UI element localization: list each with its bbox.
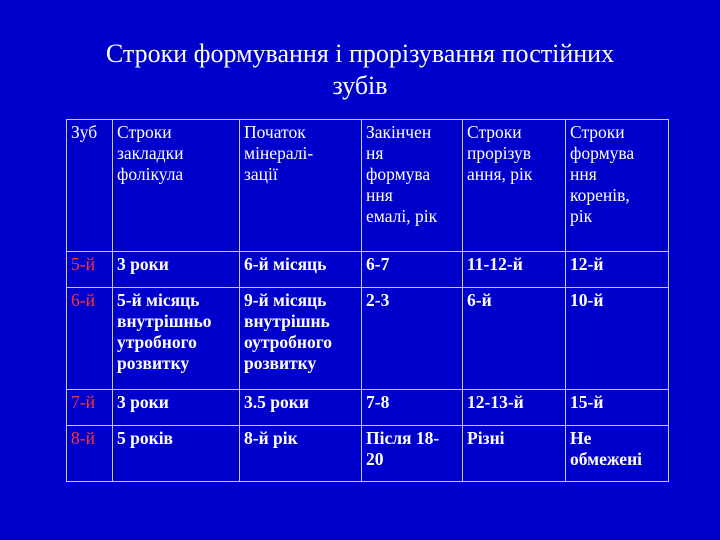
table-row <box>67 390 669 426</box>
table-cell: Різні <box>463 426 566 482</box>
tooth-cell: 6-й <box>67 288 113 390</box>
table-cell: 12-13-й <box>463 390 566 426</box>
tooth-cell: 8-й <box>67 426 113 482</box>
table-cell: Після 18- 20 <box>362 426 463 482</box>
slide-title: Строки формування і прорізування постійних зубів <box>105 39 615 100</box>
tooth-cell: 7-й <box>67 390 113 426</box>
table-cell: 6-й місяць <box>240 252 362 288</box>
table-cell: 11-12-й <box>463 252 566 288</box>
table-cell: 6-й <box>463 288 566 390</box>
header-eruption-timing: Строки прорізув ання, рік <box>463 120 566 252</box>
table-cell: 8-й рік <box>240 426 362 482</box>
tooth-cell: 5-й <box>67 252 113 288</box>
table-cell: 9-й місяць внутрішнь оутробного розвитку <box>240 288 362 390</box>
table-row <box>67 426 669 482</box>
table-row <box>67 252 669 288</box>
table-cell: 5-й місяць внутрішньо утробного розвитку <box>113 288 240 390</box>
table-cell: 6-7 <box>362 252 463 288</box>
teeth-timeline-table <box>66 119 669 482</box>
header-root-formation: Строки формува ння коренів, рік <box>566 120 669 252</box>
table-cell: 15-й <box>566 390 669 426</box>
table-cell: 5 років <box>113 426 240 482</box>
table-cell: 2-3 <box>362 288 463 390</box>
table-cell: 3.5 роки <box>240 390 362 426</box>
table-cell: 10-й <box>566 288 669 390</box>
table-cell: 7-8 <box>362 390 463 426</box>
table-cell: 3 роки <box>113 252 240 288</box>
header-follicle-timing: Строки закладки фолікула <box>113 120 240 252</box>
header-tooth: Зуб <box>67 120 113 252</box>
table-cell: 3 роки <box>113 390 240 426</box>
table-row <box>67 288 669 390</box>
header-enamel-completion: Закінчен ня формува ння емалі, рік <box>362 120 463 252</box>
table-cell: 12-й <box>566 252 669 288</box>
header-mineralization-start: Початок мінералі- зації <box>240 120 362 252</box>
table-cell: Не обмежені <box>566 426 669 482</box>
table-header-row <box>67 120 669 252</box>
